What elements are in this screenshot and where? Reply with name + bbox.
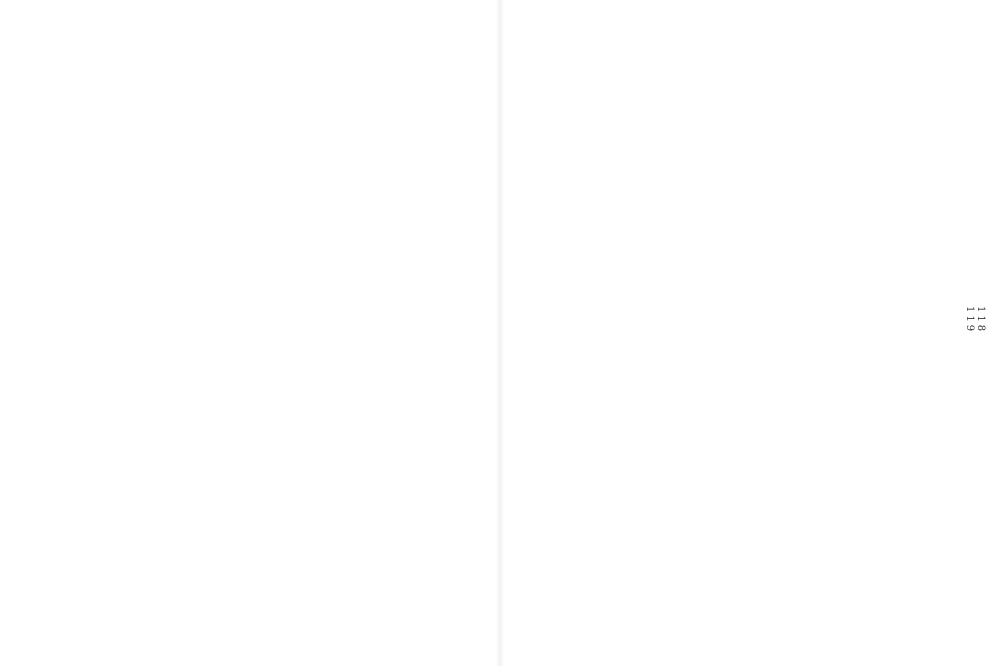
page-number-left: 118 bbox=[975, 306, 986, 335]
page-numbers bbox=[964, 306, 986, 334]
right-page bbox=[500, 0, 1000, 666]
page-number-right: 119 bbox=[964, 306, 975, 335]
